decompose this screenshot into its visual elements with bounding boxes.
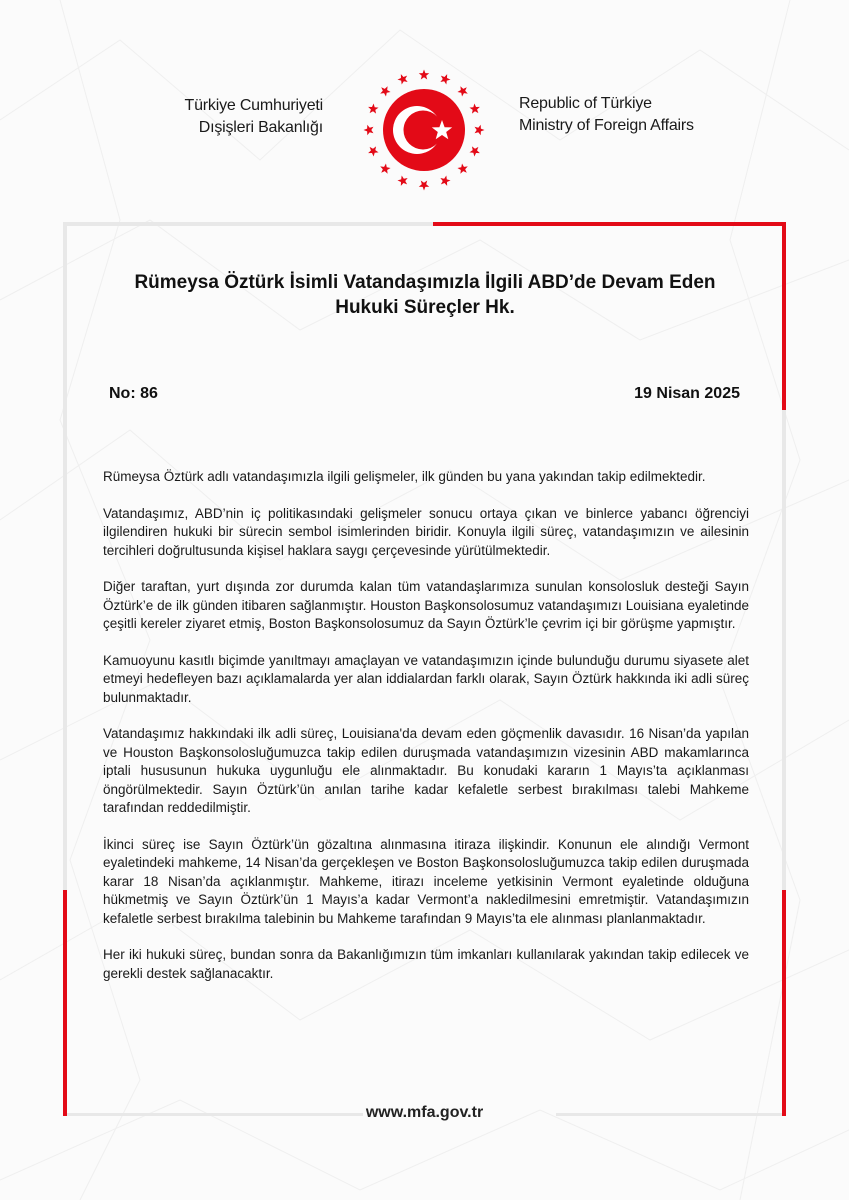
emblem-ring-star-icon: [397, 175, 407, 185]
ministry-name-turkish-line1: Türkiye Cumhuriyeti: [184, 97, 323, 114]
emblem-ring-star-icon: [380, 86, 390, 96]
paragraph-7: Her iki hukuki süreç, bundan sonra da Bakanlığımızın tüm imkanları kullanılarak yakından takip edilecek ve gerekli destek sağlanacaktır.: [103, 947, 749, 981]
paragraph-6: İkinci süreç ise Sayın Öztürk’ün gözaltına alınmasına itiraza ilişkindir. Konunun ele alındığı Vermont eyaletindeki mahkeme, 14 Nisan’da gerçekleşen ve Boston Başkonsolosluğumuzca takip edilen duruşmada karar 18 Nisan’da açıklanmıştır. Mahkeme, itirazı inceleme yetkisinin Vermont eyaletinde olduğuna hükmetmiş ve Sayın Öztürk’ün 1 Mayıs’a kadar Vermont’a nakledilmesini emretmiştir. Vatandaşımızın kefaletle serbest bırakılma talebinin bu Mahkeme tarafından 9 Mayıs’ta ele alınması planlanmaktadır.: [103, 836, 749, 926]
ministry-name-english-line1: Republic of Türkiye: [519, 95, 652, 112]
emblem-ring-star-icon: [457, 86, 467, 96]
emblem-ring-star-icon: [457, 163, 467, 173]
ministry-name-turkish: [185, 95, 323, 139]
paragraph-4: Kamuoyunu kasıtlı biçimde yanıltmayı amaçlayan ve vatandaşımızın içinde bulunduğu durumu siyasete alet etmeyi hedefleyen bazı açıklamalarda yer alan iddialardan farklı olarak, Sayın Öztürk hakkında iki adli süreç bulunmaktadır.: [103, 652, 749, 705]
document-body: [103, 468, 749, 1001]
document-date: 19 Nisan 2025: [634, 385, 740, 402]
footer-website-link[interactable]: www.mfa.gov.tr: [365, 1104, 484, 1121]
paragraph-1: Rümeysa Öztürk adlı vatandaşımızla ilgili gelişmeler, ilk günden bu yana yakından takip edilmektedir.: [103, 469, 706, 484]
emblem-ring-star-icon: [475, 125, 485, 135]
emblem-ring-star-icon: [440, 74, 450, 84]
emblem-ring-star-icon: [419, 181, 429, 191]
emblem-ring-star-icon: [440, 175, 450, 185]
ministry-name-english-line2: Ministry of Foreign Affairs: [519, 117, 694, 134]
frame-right-red: [782, 222, 786, 410]
frame-left-red: [63, 890, 67, 1116]
emblem-ring-star-icon: [364, 125, 374, 135]
document-title-line2: Hukuki Süreçler Hk.: [335, 297, 515, 318]
frame-top-right-red: [433, 222, 786, 226]
frame-right-lower-red: [782, 890, 786, 1116]
star-crescent-emblem-icon: [349, 68, 499, 192]
paragraph-2: Vatandaşımız, ABD’nin iç politikasındaki gelişmeler sonucu ortaya çıkan ve binlerce yabancı öğrenciyi ilgilendiren hukuki bir sürecin sembol isimlerinden biridir. Konuyla ilgili süreç, vatandaşımızın ve ailesinin tercihleri doğrultusunda kişisel haklara saygı çerçevesinde yürütülmektedir.: [103, 505, 749, 558]
ministry-name-english: [519, 93, 694, 137]
paragraph-5: Vatandaşımız hakkındaki ilk adli süreç, Louisiana'da devam eden göçmenlik davasıdır. 16 Nisan’da yapılan ve Houston Başkonsolosluğumuzca takip edilen duruşmada vatandaşımızın vizesinin ABD makamlarınca iptali hususunun hukuka uygunluğu ele alınmaktadır. Bu konudaki kararın 1 Mayıs’ta açıklanması öngörülmektedir. Sayın Öztürk’ün anılan tarihe kadar kefaletle serbest bırakılması talebi Mahkeme tarafından reddedilmiştir.: [103, 726, 749, 815]
emblem-ring-star-icon: [419, 70, 429, 80]
document-title: [70, 270, 780, 320]
emblem-ring-star-icon: [368, 103, 378, 113]
paragraph-3: Diğer taraftan, yurt dışında zor durumda kalan tüm vatandaşlarımıza sunulan konsolosluk desteği Sayın Öztürk’e de ilk günden itibaren sağlanmıştır. Houston Başkonsolosumuz vatandaşımızı Louisiana eyaletinde çeşitli kereler ziyaret etmiş, Boston Başkonsolosumuz da Sayın Öztürk’le çevrim içi bir görüşme yapmıştır.: [103, 579, 749, 631]
emblem-ring-star-icon: [469, 103, 479, 113]
frame-left-gray: [63, 222, 67, 890]
emblem-ring-star-icon: [397, 74, 407, 84]
frame-top-left-gray: [63, 222, 433, 226]
document-number: No: 86: [109, 385, 158, 402]
emblem-ring-star-icon: [380, 163, 390, 173]
emblem-ring-star-icon: [368, 146, 378, 156]
ministry-name-turkish-line2: Dışişleri Bakanlığı: [198, 119, 323, 136]
document-title-line1: Rümeysa Öztürk İsimli Vatandaşımızla İlgili ABD’de Devam Eden: [134, 272, 716, 293]
emblem-ring-star-icon: [469, 146, 479, 156]
frame-right-gray: [782, 410, 786, 890]
